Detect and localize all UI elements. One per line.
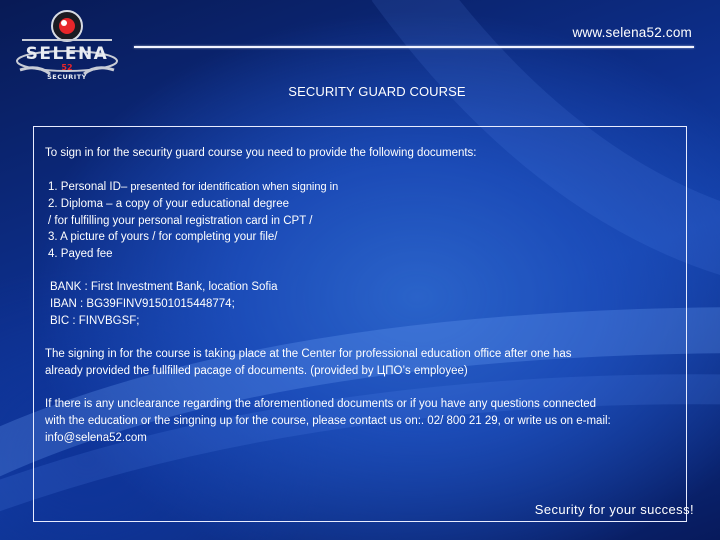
logo-text: SELENA xyxy=(25,44,109,64)
document-item: / for fulfilling your personal registration card in CPT / xyxy=(48,214,313,227)
intro-text: To sign in for the security guard course you need to provide the following documents: xyxy=(45,147,477,159)
bank-bic: BIC : FINVBGSF; xyxy=(50,314,140,327)
header-divider xyxy=(134,46,694,48)
document-item: 2. Diploma – a copy of your educational degree xyxy=(48,197,290,210)
paragraph-line: with the education or the singning up for the course, please contact us on:. 02/ 800 21 29, or write us on e-mail: xyxy=(45,414,611,427)
content-box xyxy=(33,126,687,522)
page-title: SECURITY GUARD COURSE xyxy=(288,84,466,99)
contact-email[interactable]: info@selena52.com xyxy=(45,431,147,444)
document-item: 1. Personal ID– presented for identification when signing in xyxy=(48,181,339,193)
logo-subtitle: SECURITY xyxy=(47,73,87,81)
paragraph-line: If there is any unclearance regarding the aforementioned documents or if you have any questions connected xyxy=(45,398,597,410)
bank-details xyxy=(50,279,278,329)
documents-list xyxy=(48,179,338,263)
signing-info-paragraph xyxy=(45,346,572,380)
website-url[interactable]: www.selena52.com xyxy=(572,25,692,40)
bank-iban: IBAN : BG39FINV91501015448774; xyxy=(50,297,235,310)
slogan: Security for your success! xyxy=(534,502,694,517)
contact-paragraph xyxy=(45,396,611,446)
selena-logo xyxy=(8,6,126,84)
logo-number: 52 xyxy=(61,63,73,72)
paragraph-line: already provided the fullfilled pacage of documents. (provided by ЦПО’s employee) xyxy=(45,364,468,377)
document-item: 4. Payed fee xyxy=(48,248,113,261)
paragraph-line: The signing in for the course is taking place at the Center for professional education office after one has xyxy=(45,348,572,360)
document-item: 3. A picture of yours / for completing your file/ xyxy=(48,231,278,244)
bank-name: BANK : First Investment Bank, location Sofia xyxy=(50,281,278,293)
